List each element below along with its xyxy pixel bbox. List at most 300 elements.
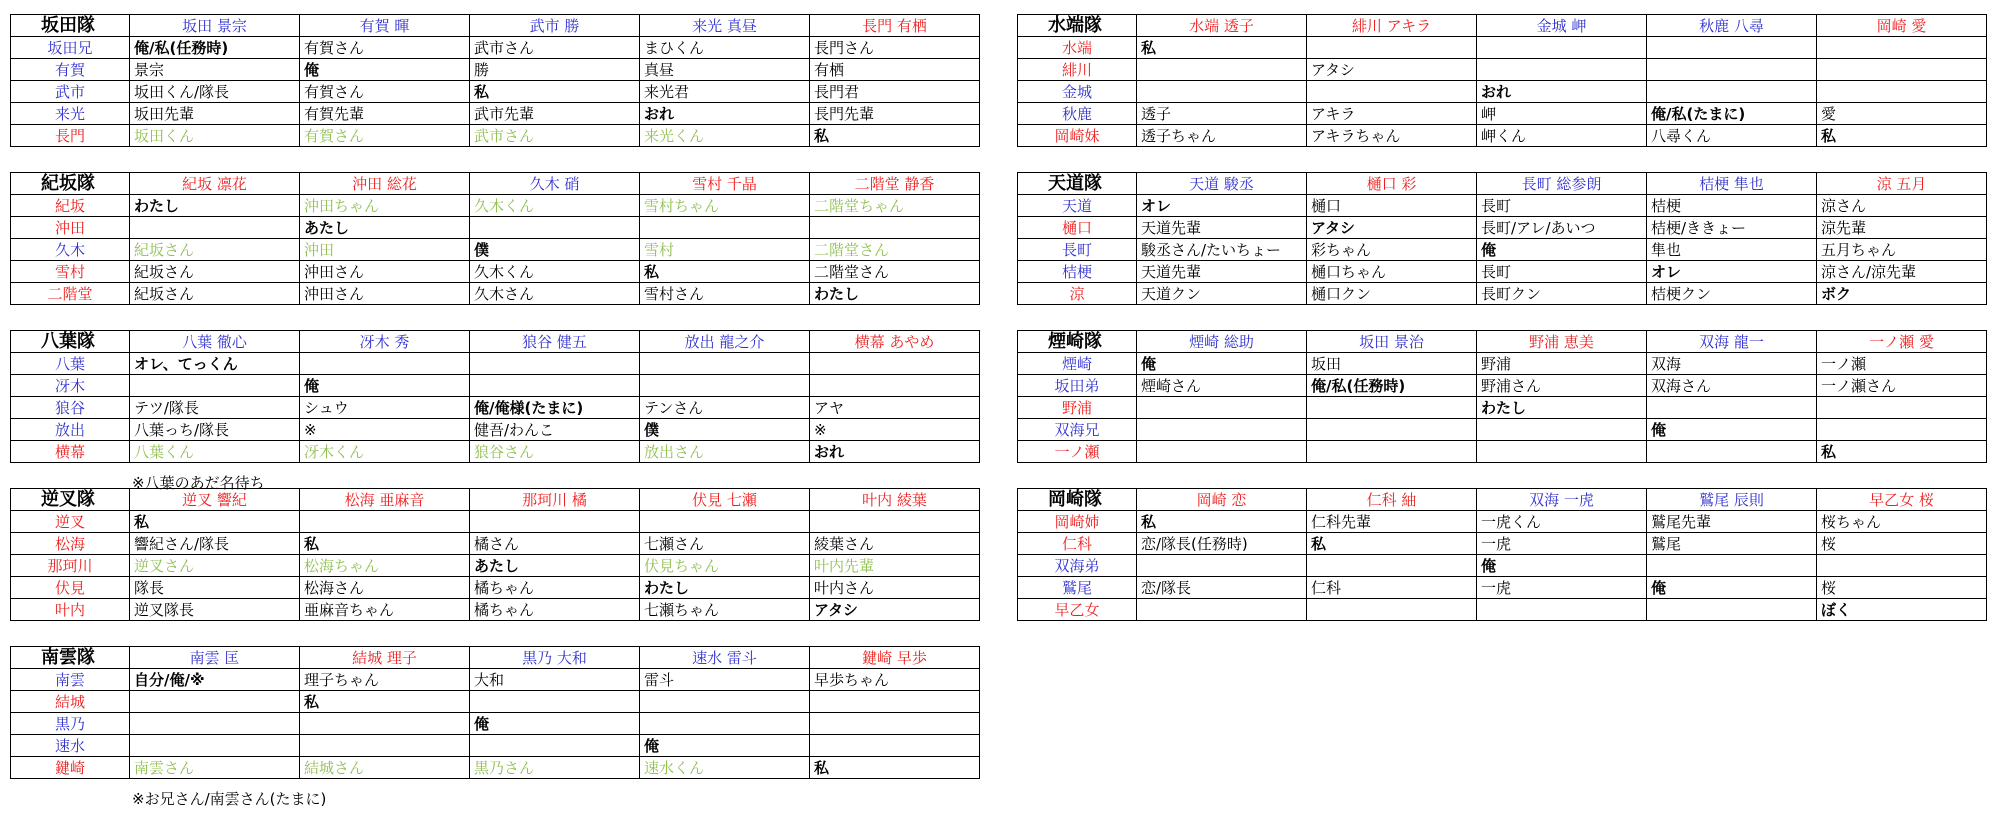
column-header-member: 双海 一虎 bbox=[1477, 489, 1647, 511]
table-cell[interactable]: アキラ bbox=[1307, 103, 1477, 125]
table-cell[interactable]: 八尋くん bbox=[1647, 125, 1817, 147]
row-label-speaker: 涼 bbox=[1018, 283, 1137, 305]
table-cell[interactable]: 隊長 bbox=[130, 577, 300, 599]
table-cell[interactable]: 俺 bbox=[1137, 353, 1307, 375]
table-cell[interactable]: 松海さん bbox=[300, 577, 470, 599]
table-cell[interactable] bbox=[470, 375, 640, 397]
team-table bbox=[1017, 488, 1986, 621]
table-cell[interactable]: 武市さん bbox=[470, 125, 640, 147]
row-label-speaker: 狼谷 bbox=[11, 397, 130, 419]
table-cell[interactable]: 逆叉隊長 bbox=[130, 599, 300, 621]
column-header-member: 桔梗 隼也 bbox=[1647, 173, 1817, 195]
table-cell[interactable] bbox=[640, 375, 810, 397]
table-cell[interactable]: 僕 bbox=[640, 419, 810, 441]
row-label-speaker: 那珂川 bbox=[11, 555, 130, 577]
table-cell[interactable]: 鷲尾 bbox=[1647, 533, 1817, 555]
table-cell[interactable]: 桔梗 bbox=[1647, 195, 1817, 217]
table-cell[interactable]: 俺 bbox=[300, 59, 470, 81]
table-cell[interactable]: 来光くん bbox=[640, 125, 810, 147]
table-cell[interactable] bbox=[130, 735, 300, 757]
table-row bbox=[11, 195, 980, 217]
team-name: 南雲隊 bbox=[11, 647, 130, 669]
table-cell[interactable]: 大和 bbox=[470, 669, 640, 691]
table-cell[interactable]: 俺 bbox=[1477, 239, 1647, 261]
table-cell[interactable]: 松海ちゃん bbox=[300, 555, 470, 577]
table-cell[interactable] bbox=[470, 511, 640, 533]
team-table bbox=[1017, 14, 1986, 147]
row-label-speaker: 緋川 bbox=[1018, 59, 1137, 81]
table-row bbox=[11, 691, 980, 713]
table-cell[interactable]: 岬 bbox=[1477, 103, 1647, 125]
table-cell[interactable]: 有栖 bbox=[810, 59, 980, 81]
table-cell[interactable]: テンさん bbox=[640, 397, 810, 419]
table-cell[interactable]: テツ/隊長 bbox=[130, 397, 300, 419]
table-cell[interactable]: 仁科先輩 bbox=[1307, 511, 1477, 533]
team-table bbox=[10, 172, 979, 305]
table-cell[interactable]: 俺 bbox=[640, 735, 810, 757]
column-header-member: 秋鹿 八尋 bbox=[1647, 15, 1817, 37]
column-header-member: 坂田 景宗 bbox=[130, 15, 300, 37]
table-cell[interactable]: 野浦さん bbox=[1477, 375, 1647, 397]
column-header-member: 鷲尾 辰則 bbox=[1647, 489, 1817, 511]
table-cell[interactable]: あたし bbox=[300, 217, 470, 239]
table-cell[interactable] bbox=[130, 691, 300, 713]
table-cell[interactable]: 来光君 bbox=[640, 81, 810, 103]
table-cell[interactable] bbox=[810, 691, 980, 713]
table-cell[interactable]: 健吾/わんこ bbox=[470, 419, 640, 441]
table-cell[interactable] bbox=[470, 735, 640, 757]
team-grid bbox=[1017, 330, 1987, 463]
row-label-speaker: 金城 bbox=[1018, 81, 1137, 103]
table-cell[interactable] bbox=[1137, 59, 1307, 81]
table-cell[interactable]: 一虎くん bbox=[1477, 511, 1647, 533]
table-cell[interactable]: 自分/俺/※ bbox=[130, 669, 300, 691]
table-cell[interactable]: おれ bbox=[810, 441, 980, 463]
table-cell[interactable]: シュウ bbox=[300, 397, 470, 419]
table-cell[interactable] bbox=[1477, 59, 1647, 81]
table-row bbox=[11, 125, 980, 147]
table-cell[interactable]: 理子ちゃん bbox=[300, 669, 470, 691]
column-header-member: 一ノ瀬 愛 bbox=[1817, 331, 1987, 353]
table-cell[interactable]: 長門君 bbox=[810, 81, 980, 103]
table-cell[interactable]: 仁科 bbox=[1307, 577, 1477, 599]
table-cell[interactable] bbox=[130, 713, 300, 735]
table-cell[interactable]: 涼さん bbox=[1817, 195, 1987, 217]
table-row bbox=[1018, 533, 1987, 555]
table-cell[interactable]: 坂田 bbox=[1307, 353, 1477, 375]
table-cell[interactable]: 二階堂さん bbox=[810, 261, 980, 283]
table-cell[interactable] bbox=[810, 375, 980, 397]
table-cell[interactable]: ぼく bbox=[1817, 599, 1987, 621]
table-cell[interactable] bbox=[470, 353, 640, 375]
row-label-speaker: 逆叉 bbox=[11, 511, 130, 533]
table-cell[interactable]: 橘ちゃん bbox=[470, 599, 640, 621]
table-cell[interactable]: 私 bbox=[1137, 37, 1307, 59]
table-cell[interactable]: 叶内先輩 bbox=[810, 555, 980, 577]
table-cell[interactable] bbox=[1647, 37, 1817, 59]
table-cell[interactable]: 長町 bbox=[1477, 261, 1647, 283]
row-label-speaker: 樋口 bbox=[1018, 217, 1137, 239]
table-cell[interactable]: 雪村さん bbox=[640, 283, 810, 305]
table-cell[interactable]: 私 bbox=[810, 125, 980, 147]
table-cell[interactable]: 彩ちゃん bbox=[1307, 239, 1477, 261]
column-header-member: 沖田 総花 bbox=[300, 173, 470, 195]
table-cell[interactable]: 響紀さん/隊長 bbox=[130, 533, 300, 555]
table-cell[interactable] bbox=[810, 713, 980, 735]
table-row bbox=[1018, 577, 1987, 599]
table-cell[interactable] bbox=[810, 217, 980, 239]
table-cell[interactable]: 橘さん bbox=[470, 533, 640, 555]
column-header-member: 紀坂 凛花 bbox=[130, 173, 300, 195]
table-cell[interactable]: 桔梗/ききょー bbox=[1647, 217, 1817, 239]
table-cell[interactable]: 七瀬さん bbox=[640, 533, 810, 555]
row-label-speaker: 水端 bbox=[1018, 37, 1137, 59]
row-label-speaker: 坂田弟 bbox=[1018, 375, 1137, 397]
table-cell[interactable]: 沖田 bbox=[300, 239, 470, 261]
table-row bbox=[1018, 103, 1987, 125]
table-cell[interactable] bbox=[810, 735, 980, 757]
table-cell[interactable]: 久木くん bbox=[470, 261, 640, 283]
table-cell[interactable] bbox=[470, 691, 640, 713]
team-name: 煙崎隊 bbox=[1018, 331, 1137, 353]
row-label-speaker: 秋鹿 bbox=[1018, 103, 1137, 125]
table-cell[interactable]: おれ bbox=[640, 103, 810, 125]
table-cell[interactable]: 私 bbox=[640, 261, 810, 283]
table-cell[interactable] bbox=[1647, 397, 1817, 419]
table-cell[interactable]: わたし bbox=[640, 577, 810, 599]
table-cell[interactable]: 逆叉さん bbox=[130, 555, 300, 577]
team-name: 八葉隊 bbox=[11, 331, 130, 353]
table-row bbox=[11, 599, 980, 621]
table-cell[interactable]: 五月ちゃん bbox=[1817, 239, 1987, 261]
table-cell[interactable]: 坂田先輩 bbox=[130, 103, 300, 125]
table-cell[interactable] bbox=[1817, 419, 1987, 441]
table-cell[interactable]: 八葉っち/隊長 bbox=[130, 419, 300, 441]
column-header-member: 鍵崎 早歩 bbox=[810, 647, 980, 669]
table-cell[interactable]: 樋口クン bbox=[1307, 283, 1477, 305]
table-cell[interactable] bbox=[300, 353, 470, 375]
table-cell[interactable]: 透子ちゃん bbox=[1137, 125, 1307, 147]
team-table bbox=[10, 330, 979, 463]
table-cell[interactable]: 私 bbox=[1817, 125, 1987, 147]
column-header-member: 水端 透子 bbox=[1137, 15, 1307, 37]
table-cell[interactable]: 武市さん bbox=[470, 37, 640, 59]
table-cell[interactable]: 桔梗クン bbox=[1647, 283, 1817, 305]
table-cell[interactable] bbox=[1307, 37, 1477, 59]
table-cell[interactable] bbox=[1137, 397, 1307, 419]
table-cell[interactable]: 俺 bbox=[300, 375, 470, 397]
table-cell[interactable]: 私 bbox=[300, 533, 470, 555]
table-cell[interactable]: 沖田さん bbox=[300, 261, 470, 283]
table-cell[interactable] bbox=[1477, 37, 1647, 59]
table-cell[interactable]: わたし bbox=[130, 195, 300, 217]
table-cell[interactable]: 有賀さん bbox=[300, 81, 470, 103]
table-cell[interactable] bbox=[640, 217, 810, 239]
table-cell[interactable]: 桜 bbox=[1817, 577, 1987, 599]
table-cell[interactable]: アキラちゃん bbox=[1307, 125, 1477, 147]
team-grid bbox=[10, 14, 980, 147]
table-cell[interactable]: 岬くん bbox=[1477, 125, 1647, 147]
table-cell[interactable]: 長町/アレ/あいつ bbox=[1477, 217, 1647, 239]
table-cell[interactable]: 私 bbox=[810, 757, 980, 779]
row-label-speaker: 松海 bbox=[11, 533, 130, 555]
table-cell[interactable]: 一ノ瀬 bbox=[1817, 353, 1987, 375]
column-header-member: 双海 龍一 bbox=[1647, 331, 1817, 353]
table-cell[interactable]: 俺/私(任務時) bbox=[130, 37, 300, 59]
team-grid bbox=[10, 646, 980, 779]
table-cell[interactable]: ※ bbox=[300, 419, 470, 441]
header-row bbox=[11, 173, 980, 195]
table-cell[interactable]: 透子 bbox=[1137, 103, 1307, 125]
team-table bbox=[10, 14, 979, 147]
table-cell[interactable]: わたし bbox=[1477, 397, 1647, 419]
table-cell[interactable]: 武市先輩 bbox=[470, 103, 640, 125]
table-cell[interactable] bbox=[1817, 59, 1987, 81]
table-cell[interactable]: 沖田さん bbox=[300, 283, 470, 305]
table-cell[interactable]: 南雲さん bbox=[130, 757, 300, 779]
table-cell[interactable]: 二階堂ちゃん bbox=[810, 195, 980, 217]
column-header-member: 二階堂 静香 bbox=[810, 173, 980, 195]
table-cell[interactable]: 長町 bbox=[1477, 195, 1647, 217]
table-cell[interactable]: 有賀さん bbox=[300, 37, 470, 59]
table-cell[interactable]: 俺/俺様(たまに) bbox=[470, 397, 640, 419]
table-cell[interactable] bbox=[1307, 419, 1477, 441]
table-cell[interactable] bbox=[300, 735, 470, 757]
table-cell[interactable]: 桜 bbox=[1817, 533, 1987, 555]
row-label-speaker: 速水 bbox=[11, 735, 130, 757]
table-cell[interactable] bbox=[1817, 555, 1987, 577]
table-cell[interactable]: 俺/私(たまに) bbox=[1647, 103, 1817, 125]
table-cell[interactable]: 天道クン bbox=[1137, 283, 1307, 305]
table-cell[interactable]: 景宗 bbox=[130, 59, 300, 81]
table-cell[interactable]: ボク bbox=[1817, 283, 1987, 305]
footnote: ※お兄さん/南雲さん(たまに) bbox=[132, 790, 327, 808]
column-header-member: 武市 勝 bbox=[470, 15, 640, 37]
table-cell[interactable]: 天道先輩 bbox=[1137, 261, 1307, 283]
column-header-member: 逆叉 響紀 bbox=[130, 489, 300, 511]
table-cell[interactable]: 綾葉さん bbox=[810, 533, 980, 555]
table-cell[interactable]: 一虎 bbox=[1477, 577, 1647, 599]
table-cell[interactable]: 樋口 bbox=[1307, 195, 1477, 217]
table-cell[interactable] bbox=[1647, 599, 1817, 621]
table-cell[interactable] bbox=[1647, 441, 1817, 463]
row-label-speaker: 来光 bbox=[11, 103, 130, 125]
table-cell[interactable]: 俺 bbox=[1647, 577, 1817, 599]
column-header-member: 久木 硝 bbox=[470, 173, 640, 195]
table-cell[interactable]: 七瀬ちゃん bbox=[640, 599, 810, 621]
table-cell[interactable]: 一虎 bbox=[1477, 533, 1647, 555]
header-row bbox=[1018, 173, 1987, 195]
table-cell[interactable]: 煙崎さん bbox=[1137, 375, 1307, 397]
table-row bbox=[1018, 239, 1987, 261]
table-cell[interactable]: 俺/私(任務時) bbox=[1307, 375, 1477, 397]
table-cell[interactable] bbox=[1817, 81, 1987, 103]
table-cell[interactable] bbox=[640, 511, 810, 533]
column-header-member: 長門 有栖 bbox=[810, 15, 980, 37]
table-cell[interactable]: オレ bbox=[1137, 195, 1307, 217]
table-cell[interactable]: わたし bbox=[810, 283, 980, 305]
table-cell[interactable] bbox=[1137, 419, 1307, 441]
table-cell[interactable] bbox=[1647, 81, 1817, 103]
table-cell[interactable]: 亜麻音ちゃん bbox=[300, 599, 470, 621]
row-label-speaker: 鷲尾 bbox=[1018, 577, 1137, 599]
table-cell[interactable]: 雷斗 bbox=[640, 669, 810, 691]
column-header-member: 天道 駿丞 bbox=[1137, 173, 1307, 195]
table-cell[interactable] bbox=[1307, 555, 1477, 577]
table-cell[interactable]: 放出さん bbox=[640, 441, 810, 463]
table-cell[interactable]: アタシ bbox=[1307, 59, 1477, 81]
row-label-speaker: 岡崎妹 bbox=[1018, 125, 1137, 147]
table-row bbox=[1018, 81, 1987, 103]
table-cell[interactable]: 黒乃さん bbox=[470, 757, 640, 779]
table-cell[interactable]: 紀坂さん bbox=[130, 239, 300, 261]
table-cell[interactable]: 雪村ちゃん bbox=[640, 195, 810, 217]
table-cell[interactable] bbox=[640, 713, 810, 735]
table-cell[interactable]: 俺 bbox=[1647, 419, 1817, 441]
table-cell[interactable]: 俺 bbox=[470, 713, 640, 735]
table-cell[interactable]: 私 bbox=[1307, 533, 1477, 555]
column-header-member: 横幕 あやめ bbox=[810, 331, 980, 353]
table-cell[interactable]: ※ bbox=[810, 419, 980, 441]
table-cell[interactable]: 長門先輩 bbox=[810, 103, 980, 125]
table-cell[interactable]: 双海さん bbox=[1647, 375, 1817, 397]
table-cell[interactable]: 恋/隊長(任務時) bbox=[1137, 533, 1307, 555]
table-cell[interactable]: 坂田くん bbox=[130, 125, 300, 147]
table-cell[interactable]: まひくん bbox=[640, 37, 810, 59]
table-cell[interactable]: 私 bbox=[470, 81, 640, 103]
table-cell[interactable]: 駿丞さん/たいちょー bbox=[1137, 239, 1307, 261]
table-row bbox=[1018, 555, 1987, 577]
table-cell[interactable] bbox=[1477, 419, 1647, 441]
table-cell[interactable]: 鷲尾先輩 bbox=[1647, 511, 1817, 533]
table-cell[interactable]: 久木さん bbox=[470, 283, 640, 305]
table-cell[interactable]: 私 bbox=[1817, 441, 1987, 463]
row-label-speaker: 桔梗 bbox=[1018, 261, 1137, 283]
team-name: 天道隊 bbox=[1018, 173, 1137, 195]
table-cell[interactable]: 私 bbox=[130, 511, 300, 533]
table-row bbox=[11, 59, 980, 81]
table-cell[interactable]: 桜ちゃん bbox=[1817, 511, 1987, 533]
table-cell[interactable] bbox=[1137, 599, 1307, 621]
column-header-member: 樋口 彩 bbox=[1307, 173, 1477, 195]
table-cell[interactable]: 速水くん bbox=[640, 757, 810, 779]
table-cell[interactable]: 伏見ちゃん bbox=[640, 555, 810, 577]
table-row bbox=[1018, 397, 1987, 419]
table-cell[interactable]: 結城さん bbox=[300, 757, 470, 779]
table-cell[interactable] bbox=[1477, 441, 1647, 463]
table-cell[interactable]: 一ノ瀬さん bbox=[1817, 375, 1987, 397]
row-label-speaker: 紀坂 bbox=[11, 195, 130, 217]
table-cell[interactable]: 紀坂さん bbox=[130, 261, 300, 283]
table-cell[interactable] bbox=[1137, 441, 1307, 463]
table-row bbox=[11, 511, 980, 533]
table-cell[interactable] bbox=[1307, 441, 1477, 463]
table-cell[interactable]: 雪村 bbox=[640, 239, 810, 261]
table-cell[interactable]: 恋/隊長 bbox=[1137, 577, 1307, 599]
table-cell[interactable]: 真昼 bbox=[640, 59, 810, 81]
table-cell[interactable] bbox=[810, 353, 980, 375]
table-cell[interactable]: 有賀さん bbox=[300, 125, 470, 147]
table-cell[interactable] bbox=[810, 511, 980, 533]
table-cell[interactable]: 樋口ちゃん bbox=[1307, 261, 1477, 283]
table-cell[interactable] bbox=[1477, 599, 1647, 621]
table-cell[interactable]: 久木くん bbox=[470, 195, 640, 217]
table-row bbox=[1018, 419, 1987, 441]
table-cell[interactable]: 私 bbox=[1137, 511, 1307, 533]
table-cell[interactable]: 坂田くん/隊長 bbox=[130, 81, 300, 103]
table-cell[interactable]: オレ bbox=[1647, 261, 1817, 283]
table-cell[interactable]: 八葉くん bbox=[130, 441, 300, 463]
table-cell[interactable]: 長門さん bbox=[810, 37, 980, 59]
row-label-speaker: 南雲 bbox=[11, 669, 130, 691]
table-cell[interactable]: 有賀先輩 bbox=[300, 103, 470, 125]
table-row bbox=[1018, 261, 1987, 283]
table-cell[interactable]: 叶内さん bbox=[810, 577, 980, 599]
table-row bbox=[11, 103, 980, 125]
table-cell[interactable]: 天道先輩 bbox=[1137, 217, 1307, 239]
table-cell[interactable]: 僕 bbox=[470, 239, 640, 261]
table-cell[interactable]: 涼先輩 bbox=[1817, 217, 1987, 239]
table-cell[interactable] bbox=[130, 375, 300, 397]
table-cell[interactable] bbox=[1817, 397, 1987, 419]
table-cell[interactable] bbox=[130, 217, 300, 239]
table-cell[interactable]: オレ、てっくん bbox=[130, 353, 300, 375]
table-row bbox=[11, 577, 980, 599]
table-cell[interactable] bbox=[1647, 555, 1817, 577]
table-cell[interactable]: 私 bbox=[300, 691, 470, 713]
table-cell[interactable]: 早歩ちゃん bbox=[810, 669, 980, 691]
table-cell[interactable]: アヤ bbox=[810, 397, 980, 419]
table-cell[interactable]: 長町クン bbox=[1477, 283, 1647, 305]
table-cell[interactable] bbox=[470, 217, 640, 239]
table-cell[interactable] bbox=[1137, 555, 1307, 577]
table-cell[interactable] bbox=[300, 713, 470, 735]
table-cell[interactable] bbox=[640, 353, 810, 375]
header-row bbox=[1018, 15, 1987, 37]
table-cell[interactable]: おれ bbox=[1477, 81, 1647, 103]
row-label-speaker: 武市 bbox=[11, 81, 130, 103]
table-cell[interactable]: 冴木くん bbox=[300, 441, 470, 463]
table-cell[interactable]: 橘ちゃん bbox=[470, 577, 640, 599]
table-cell[interactable]: アタシ bbox=[1307, 217, 1477, 239]
table-cell[interactable]: 紀坂さん bbox=[130, 283, 300, 305]
table-cell[interactable]: 隼也 bbox=[1647, 239, 1817, 261]
table-cell[interactable]: 勝 bbox=[470, 59, 640, 81]
table-cell[interactable]: 愛 bbox=[1817, 103, 1987, 125]
table-cell[interactable] bbox=[1307, 397, 1477, 419]
table-cell[interactable] bbox=[1647, 59, 1817, 81]
row-label-speaker: 八葉 bbox=[11, 353, 130, 375]
table-cell[interactable]: 二階堂さん bbox=[810, 239, 980, 261]
table-cell[interactable] bbox=[300, 511, 470, 533]
table-cell[interactable]: 狼谷さん bbox=[470, 441, 640, 463]
table-cell[interactable]: アタシ bbox=[810, 599, 980, 621]
table-cell[interactable] bbox=[1307, 81, 1477, 103]
table-cell[interactable] bbox=[1817, 37, 1987, 59]
table-cell[interactable]: 双海 bbox=[1647, 353, 1817, 375]
table-row bbox=[1018, 441, 1987, 463]
table-cell[interactable]: 野浦 bbox=[1477, 353, 1647, 375]
table-cell[interactable]: 涼さん/涼先輩 bbox=[1817, 261, 1987, 283]
row-label-speaker: 長門 bbox=[11, 125, 130, 147]
table-cell[interactable]: 俺 bbox=[1477, 555, 1647, 577]
table-cell[interactable]: あたし bbox=[470, 555, 640, 577]
table-cell[interactable] bbox=[1307, 599, 1477, 621]
table-cell[interactable] bbox=[1137, 81, 1307, 103]
table-cell[interactable] bbox=[640, 691, 810, 713]
row-label-speaker: 野浦 bbox=[1018, 397, 1137, 419]
table-cell[interactable]: 沖田ちゃん bbox=[300, 195, 470, 217]
